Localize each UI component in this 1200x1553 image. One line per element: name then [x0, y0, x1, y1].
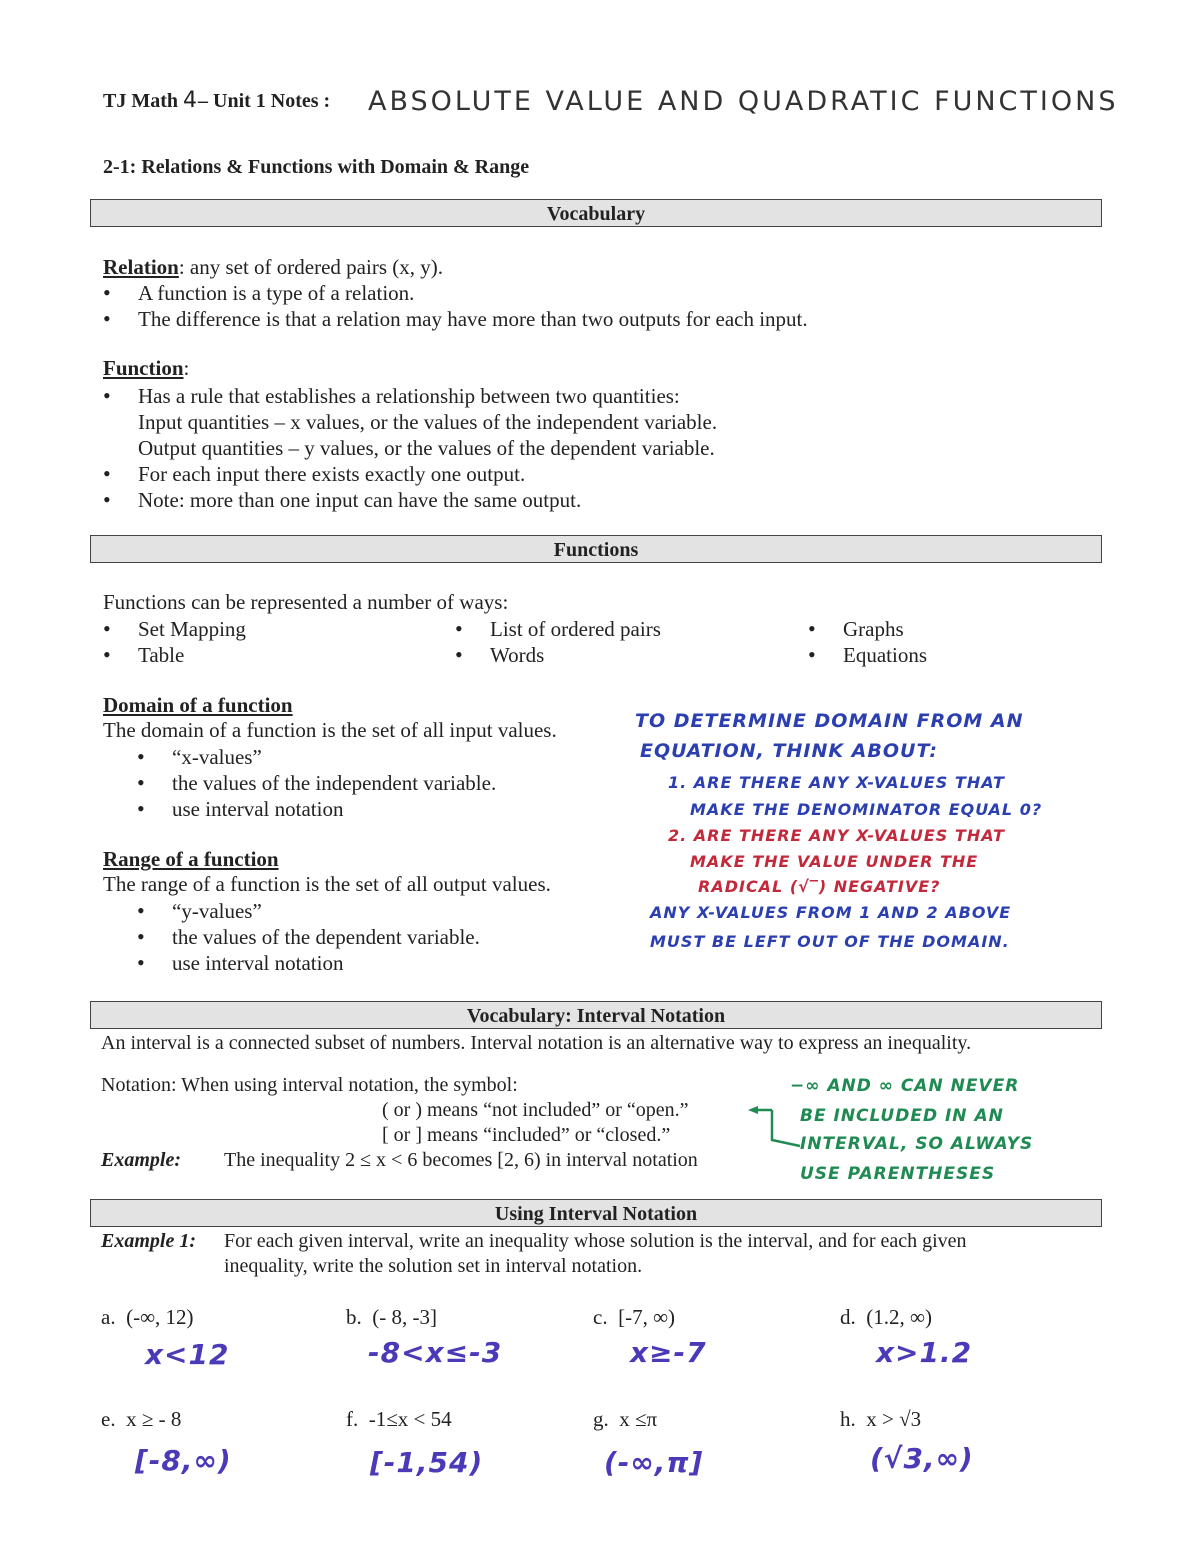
example1-label: Example 1: [101, 1230, 196, 1252]
list-item: • “x-values” [137, 744, 496, 770]
list-item: • Equations [808, 642, 927, 668]
function-heading [103, 356, 189, 381]
list-item: • Note: more than one input can have the same output. [103, 487, 717, 513]
example-label: Example: [101, 1149, 181, 1171]
problem-prompt: x ≤π [619, 1407, 658, 1431]
relation-definition [103, 255, 443, 280]
problem-letter: b. [346, 1305, 362, 1329]
list-item: • the values of the dependent variable. [137, 924, 480, 950]
function-rule-line: • Has a rule that establishes a relationship between two quantities: [138, 384, 680, 408]
problem-prompt: x > √3 [866, 1407, 922, 1431]
problem-letter: c. [593, 1305, 608, 1329]
list-item: • Words [455, 642, 661, 668]
example1-line1: For each given interval, write an inequality whose solution is the interval, and for each given [224, 1230, 967, 1252]
problem-d [840, 1305, 932, 1330]
relation-term: Relation [103, 255, 179, 279]
problem-prompt: (-∞, 12) [126, 1305, 194, 1329]
vocabulary-bar: Vocabulary [90, 199, 1102, 227]
problem-c [593, 1305, 675, 1330]
domain-note-item2-line3: RADICAL (√‾) NEGATIVE? [698, 877, 941, 896]
list-item [103, 383, 717, 461]
domain-note-item1-line1: 1. ARE THERE ANY X-VALUES THAT [668, 773, 1005, 792]
open-symbol-line: ( or ) means “not included” or “open.” [382, 1099, 689, 1121]
example-text: The inequality 2 ≤ x < 6 becomes [2, 6) in interval notation [224, 1149, 698, 1171]
representations-col2 [455, 616, 661, 668]
infinity-note-line2: BE INCLUDED IN AN [800, 1106, 1004, 1126]
problem-f [346, 1407, 452, 1432]
functions-bar: Functions [90, 535, 1102, 563]
interval-notation-bar: Vocabulary: Interval Notation [90, 1001, 1102, 1029]
list-item: • “y-values” [137, 898, 480, 924]
list-item: • Table [103, 642, 246, 668]
function-input-line: Input quantities – x values, or the values of the independent variable. [138, 410, 718, 434]
list-item: • List of ordered pairs [455, 616, 661, 642]
problem-letter: d. [840, 1305, 856, 1329]
infinity-note-line4: USE PARENTHESES [800, 1164, 996, 1184]
domain-note-item1-line2: MAKE THE DENOMINATOR EQUAL 0? [690, 800, 1043, 819]
problem-a [101, 1305, 194, 1330]
function-term: Function [103, 356, 184, 380]
problem-prompt: -1≤x < 54 [368, 1407, 452, 1431]
handwritten-title: ABSOLUTE VALUE AND QUADRATIC FUNCTIONS [368, 86, 1119, 117]
list-item: • the values of the independent variable. [137, 770, 496, 796]
domain-note-item2-line1: 2. ARE THERE ANY X-VALUES THAT [668, 826, 1005, 845]
problem-g [593, 1407, 657, 1432]
course-label: TJ Math [103, 90, 178, 112]
list-item: • use interval notation [137, 950, 480, 976]
problem-h [840, 1407, 921, 1432]
example1-line2: inequality, write the solution set in interval notation. [224, 1255, 643, 1277]
closed-symbol-line: [ or ] means “included” or “closed.” [382, 1124, 671, 1146]
interval-definition: An interval is a connected subset of numbers. Interval notation is an alternative way to express an inequality. [101, 1032, 972, 1054]
domain-note-conclusion2: MUST BE LEFT OUT OF THE DOMAIN. [650, 932, 1010, 951]
problem-b [346, 1305, 437, 1330]
answer-d: x>1.2 [876, 1336, 973, 1369]
answer-g: (-∞,π] [604, 1446, 704, 1479]
list-item: • Set Mapping [103, 616, 246, 642]
relation-bullets [103, 280, 808, 332]
function-bullets [103, 383, 717, 513]
domain-definition: The domain of a function is the set of all input values. [103, 718, 557, 742]
list-item: • The difference is that a relation may have more than two outputs for each input. [103, 306, 808, 332]
unit-label: – Unit 1 Notes : [198, 90, 331, 112]
answer-a: x<12 [145, 1338, 230, 1371]
domain-note-line2: EQUATION, THINK ABOUT: [640, 740, 938, 762]
function-colon: : [183, 356, 190, 380]
answer-b: -8<x≤-3 [368, 1336, 503, 1369]
domain-bullets [137, 744, 496, 822]
domain-note-conclusion1: ANY X-VALUES FROM 1 AND 2 ABOVE [650, 903, 1012, 922]
problem-letter: e. [101, 1407, 116, 1431]
function-output-line: Output quantities – y values, or the values of the dependent variable. [138, 436, 715, 460]
problem-letter: g. [593, 1407, 609, 1431]
list-item: • Graphs [808, 616, 927, 642]
range-heading: Range of a function [103, 847, 279, 871]
representations-col1 [103, 616, 246, 668]
problem-prompt: (- 8, -3] [372, 1305, 437, 1329]
section-title: 2-1: Relations & Functions with Domain & Range [103, 156, 530, 178]
list-item: • use interval notation [137, 796, 496, 822]
answer-f: [-1,54) [370, 1446, 484, 1479]
answer-c: x≥-7 [630, 1336, 707, 1369]
notation-intro: Notation: When using interval notation, the symbol: [101, 1074, 518, 1096]
relation-text: : any set of ordered pairs (x, y). [178, 255, 443, 279]
problem-e [101, 1407, 181, 1432]
problem-letter: h. [840, 1407, 856, 1431]
domain-heading: Domain of a function [103, 693, 293, 717]
problem-letter: a. [101, 1305, 116, 1329]
bracket-arrow-icon [744, 1100, 804, 1150]
infinity-note-line3: INTERVAL, SO ALWAYS [800, 1134, 1034, 1154]
problem-prompt: x ≥ - 8 [126, 1407, 182, 1431]
representations-intro: Functions can be represented a number of ways: [103, 590, 509, 614]
domain-note-line1: TO DETERMINE DOMAIN FROM AN [635, 710, 1024, 732]
using-interval-notation-bar: Using Interval Notation [90, 1199, 1102, 1227]
problem-letter: f. [346, 1407, 359, 1431]
answer-h: (√3,∞) [870, 1442, 974, 1475]
problem-prompt: (1.2, ∞) [866, 1305, 932, 1329]
list-item: • A function is a type of a relation. [103, 280, 808, 306]
course-level: 4 [183, 88, 198, 113]
domain-note-item2-line2: MAKE THE VALUE UNDER THE [690, 852, 979, 871]
range-definition: The range of a function is the set of all output values. [103, 872, 551, 896]
representations-col3 [808, 616, 927, 668]
problem-prompt: [-7, ∞) [618, 1305, 676, 1329]
document-header [103, 88, 330, 113]
range-bullets [137, 898, 480, 976]
answer-e: [-8,∞) [135, 1444, 232, 1477]
infinity-note-line1: −∞ AND ∞ CAN NEVER [790, 1076, 1020, 1096]
list-item: • For each input there exists exactly one output. [103, 461, 717, 487]
